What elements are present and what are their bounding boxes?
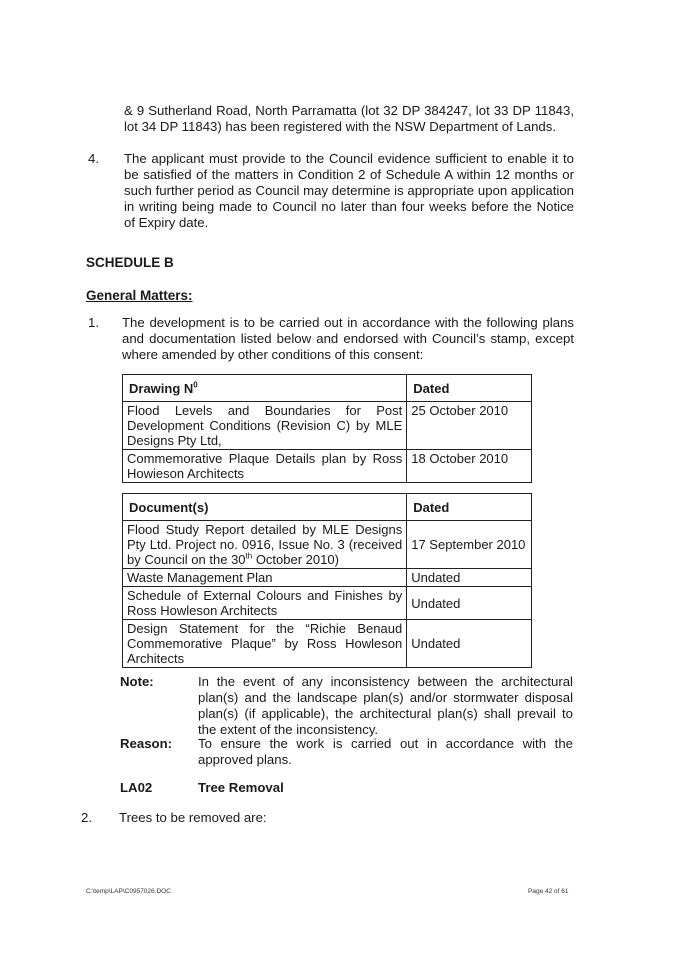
footer-page-number: Page 42 of 61	[528, 888, 569, 895]
dated-header: Dated	[407, 494, 532, 521]
document-description: Schedule of External Colours and Finishes by Ross Howleson Architects	[123, 587, 407, 620]
reason-text: To ensure the work is carried out in accordance with the approved plans.	[198, 736, 573, 767]
drawing-description: Flood Levels and Boundaries for Post Development Conditions (Revision C) by MLE Designs Pty Ltd,	[123, 402, 407, 450]
drawings-table-header	[123, 375, 532, 402]
footer-file-path: C:\temp\LAP\C0957026.DOC	[86, 888, 171, 895]
drawing-date: 25 October 2010	[407, 402, 532, 450]
document-description: Waste Management Plan	[123, 569, 407, 587]
documents-header: Document(s)	[123, 494, 407, 521]
drawing-description: Commemorative Plaque Details plan by Ross Howieson Architects	[123, 450, 407, 483]
table-row	[123, 569, 532, 587]
document-description: Design Statement for the “Richie Benaud Commemorative Plaque” by Ross Howleson Architects	[123, 620, 407, 668]
documents-table	[122, 493, 532, 668]
item-1-number: 1.	[88, 315, 99, 330]
table-row	[123, 450, 532, 483]
condition-code: LA02	[120, 780, 153, 795]
document-date: 17 September 2010	[407, 521, 532, 569]
general-matters-heading: General Matters:	[86, 288, 193, 303]
documents-table-header	[123, 494, 532, 521]
condition-title: Tree Removal	[198, 780, 284, 795]
document-date: Undated	[407, 587, 532, 620]
note-text: In the event of any inconsistency between the architectural plan(s) and the landscape plan(s) and/or stormwater disposal plan(s) (if applicable), the architectural plan(s) shall prevail to the extent of the inconsistency.	[198, 674, 573, 737]
item-4-text: The applicant must provide to the Council evidence sufficient to enable it to be satisfied of the matters in Condition 2 of Schedule A within 12 months or such further period as Council may determine is appropriate upon application in writing being made to Council no later than four weeks before the Notice of Expiry date.	[124, 151, 574, 230]
item-1-text: The development is to be carried out in accordance with the following plans and documentation listed below and endorsed with Council’s stamp, except where amended by other conditions of this consent:	[122, 315, 574, 362]
reason-label: Reason:	[120, 736, 173, 751]
dated-header: Dated	[407, 375, 532, 402]
item-2-number: 2.	[81, 810, 92, 825]
document-date: Undated	[407, 620, 532, 668]
document-description: Flood Study Report detailed by MLE Designs Pty Ltd. Project no. 0916, Issue No. 3 (received by Council on the 30th October 2010)	[123, 521, 407, 569]
note-label: Note:	[120, 674, 154, 689]
drawing-number-header: Drawing $N^0$	[123, 375, 407, 402]
drawing-date: 18 October 2010	[407, 450, 532, 483]
intro-paragraph: & 9 Sutherland Road, North Parramatta (lot 32 DP 384247, lot 33 DP 11843, lot 34 DP 11843) has been registered with the NSW Department of Lands.	[124, 103, 574, 134]
schedule-heading: SCHEDULE B	[86, 255, 174, 270]
table-row	[123, 521, 532, 569]
document-date: Undated	[407, 569, 532, 587]
item-4-number: 4.	[88, 151, 99, 166]
table-row	[123, 620, 532, 668]
table-row	[123, 402, 532, 450]
drawings-table	[122, 374, 532, 483]
item-2-text: Trees to be removed are:	[119, 810, 267, 825]
table-row	[123, 587, 532, 620]
